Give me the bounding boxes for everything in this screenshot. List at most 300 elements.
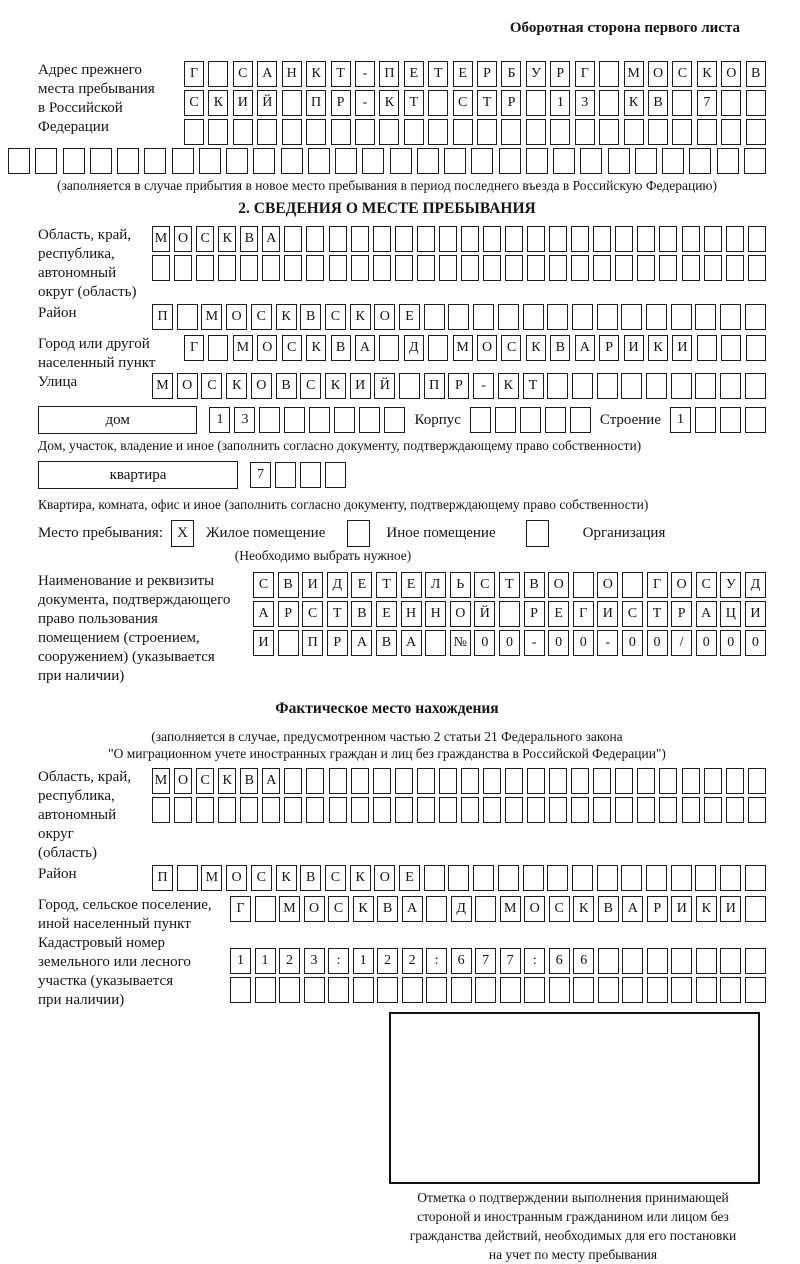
char-box: Т: [327, 601, 348, 627]
char-box: :: [524, 948, 545, 974]
char-box: [255, 896, 276, 922]
char-box: О: [251, 373, 272, 399]
char-box: [704, 226, 722, 252]
char-box: [505, 226, 523, 252]
char-box: [240, 797, 258, 823]
char-box: Е: [399, 865, 420, 891]
char-box: 7: [697, 90, 717, 116]
char-box: 6: [451, 948, 472, 974]
char-box: 0: [548, 630, 569, 656]
char-box: Н: [401, 601, 422, 627]
city-row: [184, 335, 766, 361]
char-box: [351, 226, 369, 252]
char-box: [424, 865, 445, 891]
char-box: М: [279, 896, 300, 922]
char-box: [174, 797, 192, 823]
apartment-type-box: квартира: [38, 461, 238, 489]
char-box: А: [257, 61, 277, 87]
char-box: [608, 148, 630, 174]
char-box: [417, 768, 435, 794]
char-box: К: [648, 335, 668, 361]
char-box: [117, 148, 139, 174]
district-block: [8, 304, 766, 333]
char-box: [351, 255, 369, 281]
char-box: [726, 226, 744, 252]
char-box: М: [201, 865, 222, 891]
char-box: О: [304, 896, 325, 922]
prev-address-row-3: [184, 119, 766, 145]
char-box: [473, 865, 494, 891]
street-label: Улица: [38, 374, 78, 390]
char-box: [682, 226, 700, 252]
char-box: [659, 226, 677, 252]
char-box: [697, 335, 717, 361]
char-box: О: [648, 61, 668, 87]
char-box: [672, 119, 692, 145]
char-box: [329, 226, 347, 252]
char-box: :: [328, 948, 349, 974]
char-box: [597, 304, 618, 330]
char-box: [218, 255, 236, 281]
char-box: [704, 768, 722, 794]
char-box: [373, 226, 391, 252]
char-box: [257, 119, 277, 145]
char-box: [745, 948, 766, 974]
char-box: 2: [402, 948, 423, 974]
char-box: Р: [331, 90, 351, 116]
confirmation-caption: Отметка о подтверждении выполнения принимающей стороной и иностранным гражданином или лицом без гражданства действий, необходимых для его постановки на учет по месту пребывания: [409, 1190, 737, 1262]
char-box: В: [746, 61, 766, 87]
char-box: [571, 226, 589, 252]
char-box: [262, 255, 280, 281]
char-box: [306, 797, 324, 823]
char-box: [696, 977, 717, 1003]
char-box: С: [251, 865, 272, 891]
char-box: [671, 977, 692, 1003]
char-box: В: [550, 335, 570, 361]
char-box: И: [253, 630, 274, 656]
char-box: Б: [501, 61, 521, 87]
char-box: [547, 373, 568, 399]
char-box: [748, 226, 766, 252]
char-box: -: [473, 373, 494, 399]
char-box: [240, 255, 258, 281]
char-box: К: [379, 90, 399, 116]
char-box: [646, 373, 667, 399]
char-box: А: [355, 335, 375, 361]
char-box: 6: [549, 948, 570, 974]
cadastre-row-1: [230, 948, 766, 974]
char-box: [306, 119, 326, 145]
char-box: [300, 462, 321, 488]
char-box: [682, 768, 700, 794]
char-box: К: [218, 768, 236, 794]
char-box: [615, 768, 633, 794]
char-box: Т: [523, 373, 544, 399]
char-box: 0: [499, 630, 520, 656]
street-row: [152, 373, 766, 399]
char-box: К: [276, 865, 297, 891]
char-box: [404, 119, 424, 145]
char-box: [399, 373, 420, 399]
char-box: [523, 304, 544, 330]
char-box: [284, 407, 305, 433]
char-box: [549, 977, 570, 1003]
char-box: [184, 119, 204, 145]
char-box: И: [671, 896, 692, 922]
char-box: И: [745, 601, 766, 627]
prev-address-block: [8, 61, 766, 148]
char-box: [505, 797, 523, 823]
document-row-1: [253, 572, 766, 598]
char-box: [572, 373, 593, 399]
house-type-box: дом: [38, 406, 197, 434]
apartment-note: Квартира, комната, офис и иное (заполнить согласно документу, подтверждающему право собственности): [38, 497, 649, 512]
char-box: [597, 865, 618, 891]
region-label: Область, край, республика, автономный округ (область): [38, 227, 137, 300]
char-box: О: [226, 865, 247, 891]
apartment-row: [38, 461, 766, 489]
char-box: О: [226, 304, 247, 330]
char-box: С: [328, 896, 349, 922]
char-box: К: [208, 90, 228, 116]
char-box: Й: [257, 90, 277, 116]
char-box: Е: [404, 61, 424, 87]
char-box: [748, 768, 766, 794]
char-box: [726, 797, 744, 823]
char-box: [483, 255, 501, 281]
stay-type-note: (Необходимо выбрать нужное): [234, 548, 412, 563]
char-box: [501, 119, 521, 145]
char-box: [477, 119, 497, 145]
char-box: Т: [404, 90, 424, 116]
char-box: [637, 226, 655, 252]
char-box: Е: [351, 572, 372, 598]
char-box: К: [498, 373, 519, 399]
char-box: [637, 797, 655, 823]
char-box: 7: [250, 462, 271, 488]
char-box: О: [450, 601, 471, 627]
char-box: [328, 977, 349, 1003]
char-box: [284, 226, 302, 252]
char-box: Е: [401, 572, 422, 598]
char-box: [308, 148, 330, 174]
char-box: Д: [404, 335, 424, 361]
char-box: [282, 119, 302, 145]
char-box: М: [233, 335, 253, 361]
char-box: [599, 61, 619, 87]
char-box: [329, 768, 347, 794]
char-box: [547, 865, 568, 891]
char-box: [426, 977, 447, 1003]
char-box: Р: [647, 896, 668, 922]
char-box: С: [201, 373, 222, 399]
char-box: [439, 768, 457, 794]
option-organization-label: Организация: [582, 525, 666, 541]
char-box: [304, 977, 325, 1003]
char-box: О: [174, 768, 192, 794]
char-box: [637, 768, 655, 794]
char-box: А: [402, 896, 423, 922]
char-box: М: [201, 304, 222, 330]
char-box: [262, 797, 280, 823]
actual-city-block: [8, 896, 766, 934]
char-box: [498, 304, 519, 330]
char-box: Г: [647, 572, 668, 598]
char-box: [461, 255, 479, 281]
char-box: 1: [209, 407, 230, 433]
char-box: [659, 768, 677, 794]
char-box: [659, 255, 677, 281]
char-box: [721, 335, 741, 361]
char-box: 7: [475, 948, 496, 974]
char-box: К: [697, 61, 717, 87]
char-box: [682, 255, 700, 281]
char-box: [218, 797, 236, 823]
char-box: [550, 119, 570, 145]
char-box: [230, 977, 251, 1003]
char-box: Р: [599, 335, 619, 361]
char-box: [746, 335, 766, 361]
char-box: [329, 797, 347, 823]
char-box: [598, 948, 619, 974]
char-box: [390, 148, 412, 174]
char-box: А: [401, 630, 422, 656]
char-box: И: [624, 335, 644, 361]
char-box: [253, 148, 275, 174]
char-box: В: [300, 865, 321, 891]
char-box: №: [450, 630, 471, 656]
option-residential-label: Жилое помещение: [206, 525, 326, 541]
char-box: С: [184, 90, 204, 116]
char-box: Г: [230, 896, 251, 922]
char-box: 0: [720, 630, 741, 656]
prev-address-row-2: [184, 90, 766, 116]
char-box: [351, 797, 369, 823]
char-box: [199, 148, 221, 174]
char-box: А: [696, 601, 717, 627]
city-label: Город или другой населенный пункт: [38, 336, 156, 371]
char-box: [689, 148, 711, 174]
char-box: [498, 865, 519, 891]
char-box: [622, 977, 643, 1003]
char-box: [717, 148, 739, 174]
char-box: Р: [524, 601, 545, 627]
char-box: [281, 148, 303, 174]
char-box: [622, 948, 643, 974]
char-box: [475, 896, 496, 922]
char-box: [373, 255, 391, 281]
char-box: В: [278, 572, 299, 598]
char-box: [35, 148, 57, 174]
char-box: 0: [696, 630, 717, 656]
char-box: С: [474, 572, 495, 598]
char-box: М: [152, 373, 173, 399]
char-box: [483, 797, 501, 823]
char-box: [720, 948, 741, 974]
char-box: [306, 768, 324, 794]
char-box: К: [573, 896, 594, 922]
char-box: [417, 255, 435, 281]
char-box: В: [300, 304, 321, 330]
char-box: [335, 148, 357, 174]
char-box: Г: [184, 335, 204, 361]
street-block: [8, 373, 766, 402]
actual-district-row: [152, 865, 766, 891]
house-row: [38, 406, 766, 434]
actual-city-label: Город, сельское поселение, иной населенный пункт: [38, 897, 212, 932]
stroenie-boxes: [670, 407, 766, 433]
char-box: [284, 797, 302, 823]
char-box: И: [350, 373, 371, 399]
char-box: [726, 768, 744, 794]
char-box: [325, 462, 346, 488]
char-box: С: [196, 226, 214, 252]
char-box: [695, 407, 716, 433]
char-box: 1: [255, 948, 276, 974]
char-box: [505, 255, 523, 281]
char-box: Е: [453, 61, 473, 87]
char-box: М: [152, 226, 170, 252]
char-box: [439, 255, 457, 281]
checkbox-residential: X: [171, 520, 194, 547]
char-box: [439, 226, 457, 252]
char-box: И: [233, 90, 253, 116]
char-box: [597, 373, 618, 399]
char-box: Н: [425, 601, 446, 627]
char-box: [682, 797, 700, 823]
char-box: [451, 977, 472, 1003]
stay-type-row: [38, 520, 766, 547]
char-box: [499, 601, 520, 627]
char-box: К: [526, 335, 546, 361]
char-box: У: [526, 61, 546, 87]
char-box: [473, 304, 494, 330]
char-box: [748, 255, 766, 281]
char-box: М: [500, 896, 521, 922]
char-box: [475, 977, 496, 1003]
char-box: [448, 865, 469, 891]
char-box: [461, 797, 479, 823]
char-box: С: [253, 572, 274, 598]
char-box: -: [597, 630, 618, 656]
char-box: О: [177, 373, 198, 399]
char-box: [471, 148, 493, 174]
document-row-3: [253, 630, 766, 656]
char-box: [417, 797, 435, 823]
char-box: 0: [573, 630, 594, 656]
cadastre-label: Кадастровый номер земельного или лесного участка (указывается при наличии): [38, 935, 191, 1008]
char-box: [428, 119, 448, 145]
char-box: Ь: [450, 572, 471, 598]
document-label: Наименование и реквизиты документа, подтверждающего право пользования помещением (строением, сооружением) (указывается при наличии): [38, 573, 231, 684]
char-box: [720, 407, 741, 433]
char-box: [573, 977, 594, 1003]
char-box: [745, 865, 766, 891]
char-box: [745, 407, 766, 433]
char-box: [334, 407, 355, 433]
char-box: А: [262, 768, 280, 794]
char-box: И: [720, 896, 741, 922]
char-box: [275, 462, 296, 488]
char-box: С: [696, 572, 717, 598]
region-row-1: [152, 226, 766, 252]
house-note: Дом, участок, владение и иное (заполнить согласно документу, подтверждающему право собственности): [38, 438, 642, 453]
char-box: Т: [376, 572, 397, 598]
char-box: [549, 255, 567, 281]
char-box: [255, 977, 276, 1003]
char-box: С: [251, 304, 272, 330]
char-box: [331, 119, 351, 145]
char-box: [524, 977, 545, 1003]
char-box: [306, 226, 324, 252]
char-box: 0: [745, 630, 766, 656]
char-box: [646, 865, 667, 891]
checkbox-other-premises: [347, 520, 370, 547]
char-box: [359, 407, 380, 433]
char-box: П: [152, 304, 173, 330]
char-box: С: [622, 601, 643, 627]
korpus-label: Корпус: [414, 411, 461, 428]
char-box: П: [424, 373, 445, 399]
char-box: [526, 119, 546, 145]
actual-region-row-2: [152, 797, 766, 823]
char-box: М: [453, 335, 473, 361]
char-box: С: [233, 61, 253, 87]
char-box: [196, 797, 214, 823]
char-box: [417, 148, 439, 174]
char-box: [527, 226, 545, 252]
char-box: 6: [573, 948, 594, 974]
char-box: [704, 255, 722, 281]
char-box: 1: [670, 407, 691, 433]
char-box: С: [549, 896, 570, 922]
char-box: [461, 768, 479, 794]
actual-city-row: [230, 896, 766, 922]
char-box: [402, 977, 423, 1003]
char-box: [745, 896, 766, 922]
char-box: О: [477, 335, 497, 361]
char-box: П: [152, 865, 173, 891]
char-box: [172, 148, 194, 174]
char-box: [549, 768, 567, 794]
char-box: [417, 226, 435, 252]
char-box: [527, 255, 545, 281]
char-box: [426, 896, 447, 922]
char-box: [282, 90, 302, 116]
region-row-2: [152, 255, 766, 281]
char-box: [549, 226, 567, 252]
char-box: [208, 61, 228, 87]
char-box: Л: [425, 572, 446, 598]
actual-location-note-1: (заполняется в случае, предусмотренном частью 2 статьи 21 Федерального закона: [151, 729, 623, 744]
char-box: [329, 255, 347, 281]
char-box: 3: [575, 90, 595, 116]
char-box: В: [276, 373, 297, 399]
char-box: -: [355, 90, 375, 116]
checkbox-organization: [526, 520, 549, 547]
char-box: Т: [499, 572, 520, 598]
page-header: Оборотная сторона первого листа: [509, 20, 740, 36]
char-box: [671, 304, 692, 330]
char-box: С: [325, 865, 346, 891]
char-box: [695, 373, 716, 399]
char-box: [278, 630, 299, 656]
char-box: [453, 119, 473, 145]
char-box: О: [721, 61, 741, 87]
char-box: [395, 226, 413, 252]
char-box: [8, 148, 30, 174]
